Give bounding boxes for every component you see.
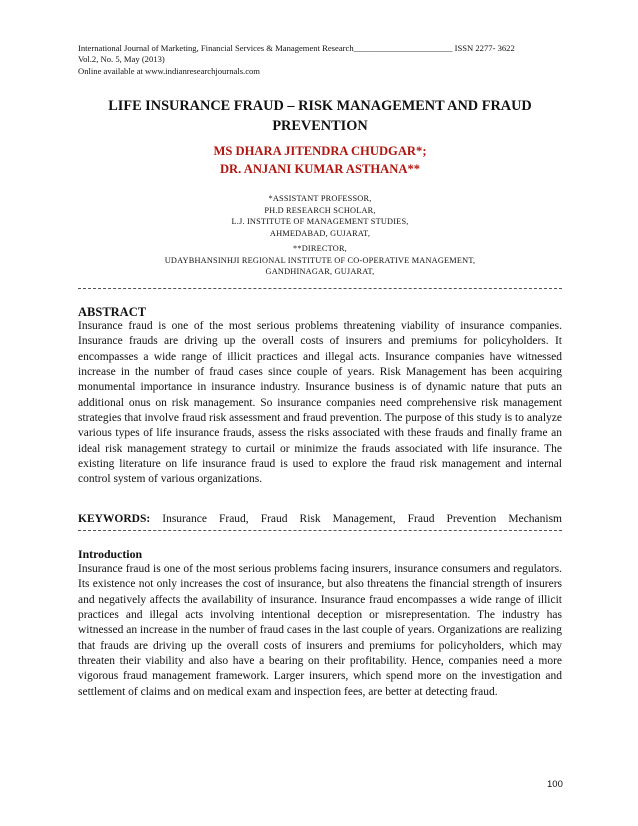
author-2: DR. ANJANI KUMAR ASTHANA** [219, 162, 421, 176]
affiliation-2-line-2: UDAYBHANSINHJI REGIONAL INSTITUTE OF CO-OPERATIVE MANAGEMENT, [164, 255, 476, 265]
affiliation-2 [78, 243, 562, 278]
keywords-label: KEYWORDS: [78, 513, 151, 525]
section-divider [78, 530, 562, 531]
journal-header-line: International Journal of Marketing, Financial Services & Management Research_______________________ ISSN 2277- 3622 [78, 43, 515, 53]
author-1: MS DHARA JITENDRA CHUDGAR*; [213, 144, 427, 158]
affiliation-1 [78, 193, 562, 239]
abstract-heading: ABSTRACT [78, 305, 147, 319]
abstract-text: Insurance fraud is one of the most serious problems threatening viability of insurance companies. Insurance frauds are driving up the overall costs of insurers and premiums for policyholders. It encompasses a wide range of illicit practices and illegal acts. Insurance companies have witnessed increase in the number of fraud cases since couple of years. Risk Management has been acquiring monumental importance in insurance industry. Insurance business is of dynamic nature that puts an additional onus on risk management. So insurance companies need comprehensive risk management strategies that involve fraud risk assessment and fraud prevention. The purpose of this study is to analyze various types of life insurance frauds, assess the risks associated with these frauds and finally frame an ideal risk management strategy to curtail or minimize the frauds associated with life insurance. The existing literature on life insurance fraud is used to explore the fraud risk management and internal control system of various organizations. [78, 320, 562, 486]
page-number: 100 [547, 779, 563, 790]
affiliation-1-line-3: L.J. INSTITUTE OF MANAGEMENT STUDIES, [231, 217, 409, 226]
affiliation-1-line-2: PH.D RESEARCH SCHOLAR, [264, 205, 376, 215]
volume-info: Vol.2, No. 5, May (2013) [78, 54, 165, 64]
introduction-heading: Introduction [78, 547, 143, 561]
affiliation-2-line-1: **DIRECTOR, [293, 244, 347, 253]
title-line-2: PREVENTION [272, 118, 368, 134]
online-availability: Online available at www.indianresearchjournals.com [78, 66, 260, 76]
keywords-text: Insurance Fraud, Fraud Risk Management, Fraud Prevention Mechanism [162, 513, 562, 525]
affiliation-1-line-1: *ASSISTANT PROFESSOR, [268, 194, 372, 203]
keywords [78, 512, 562, 527]
paper-title [78, 96, 562, 136]
affiliation-1-line-4: AHMEDABAD, GUJARAT, [269, 228, 371, 238]
affiliation-2-line-3: GANDHINAGAR, GUJARAT, [265, 267, 375, 276]
section-divider [78, 288, 562, 289]
title-line-1: LIFE INSURANCE FRAUD – RISK MANAGEMENT AND FRAUD [108, 98, 532, 114]
introduction-text: Insurance fraud is one of the most serious problems facing insurers, insurance consumers and regulators. Its existence not only increases the cost of insurance, but also threatens the financial strength of insurers and negatively affects the availability of insurance. Insurance fraud encompasses a wide range of illicit practices and illegal acts involving intentional deception or misrepresentation. The industry has witnessed an increase in the number of fraud cases in the last couple of years. Organizations are realizing that frauds are driving up the overall costs of insurers and premiums for policyholders, which may threaten their viability and also have a bearing on their profitability. Hence, companies need a more vigorous fraud management framework. Larger insurers, which spend more on the investigation and settlement of claims and on medical exam and inspection fees, are better at detecting fraud. [78, 563, 562, 698]
